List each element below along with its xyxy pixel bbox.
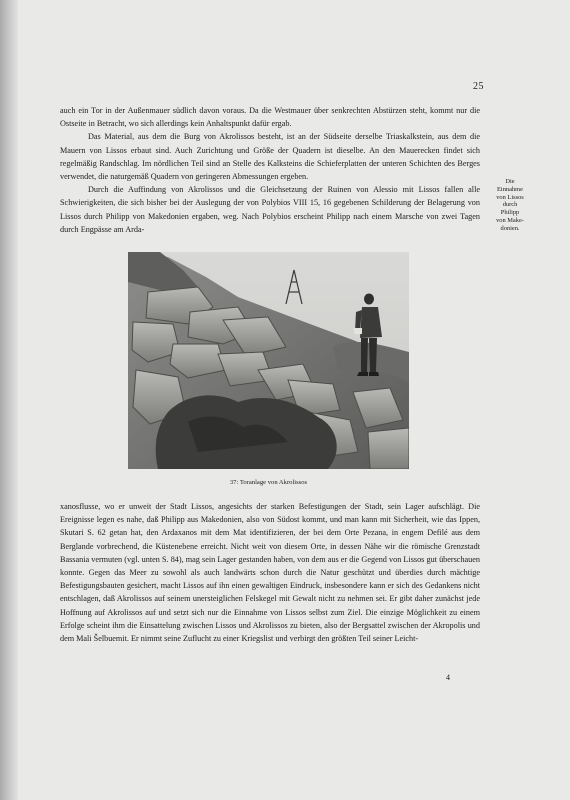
margin-note-line: Einnahme [497, 185, 523, 193]
margin-note-line: Die [505, 178, 515, 185]
margin-note [482, 178, 538, 233]
page-gutter-shadow [0, 0, 18, 800]
margin-note-line: von Make- [496, 216, 524, 224]
figure-photo [128, 252, 409, 469]
paragraph: auch ein Tor in der Außenmauer südlich davon voraus. Da die Westmauer über senkrechten Abstürzen steht, kommt nur die Ostseite in Betracht, wo sich allerdings kein Anhaltspunkt dafür ergab. [60, 106, 480, 129]
figure-caption: 37: Toranlage von Akrolissos [229, 479, 308, 486]
paragraph: xanosflusse, wo er unweit der Stadt Lissos, angesichts der starken Befestigungen der Stadt, sein Lager aufschlägt. Die Ereignisse legen es nahe, daß Philipp aus Makedonien, also von Südost kommt, und man kann mit Sicherheit, wie das Ippen, Skutari S. 62 getan hat, den Ardaxanos mit dem Mat identifizieren, der bei dem Orte Pezana, in engem Defilé aus dem Berglande vorbrechend, die Küstenebene erreicht. Nicht weit von diesem Orte, in dessen Nähe wir die römische Grenzstadt Bassania vermuten (vgl. unten S. 84), mag sein Lager gestanden haben, von dem aus er die Gegend von Lissos gut überschauen konnte. Gegen das Meer zu sowohl als auch landwärts schon durch die Natur geschützt und überdies durch mächtige Befestigungsbauten gesichert, macht Lissos auf ihn einen gewaltigen Eindruck, insbesondere kann er sich des Gedankens nicht entschlagen, daß Akrolissos auf seinem unersteiglichen Felskegel mit Gewalt nicht zu nehmen sei. Er gibt daher zunächst jede Hoffnung auf Akrolissos auf und setzt sich nur die Einnahme von Lissos selbst zum Ziel. Die einzige Möglichkeit zu einem Erfolge scheint ihm die Einsattelung zwischen Lissos und Akrolissos zu bieten, also der Bergsattel zwischen der Akropolis und dem Mali Šelbuemit. Er nimmt seine Zuflucht zu einer Kriegslist und verbirgt den größten Teil seiner Leicht- [60, 502, 480, 644]
paragraph: Durch die Auffindung von Akrolissos und die Gleichsetzung der Ruinen von Alessio mit Lissos fallen alle Schwierigkeiten, die sich bisher bei der Auslegung der von Polybios VIII 15, 16 gegebenen Schilderung der Belagerung von Lissos durch Philipp von Makedonien ergaben, weg. Nach Polybios erscheint Philipp nach einem Marsche von zwei Tagen durch Engpässe am Arda- [60, 185, 480, 234]
photo-illustration [128, 252, 409, 469]
top-text-block [60, 104, 480, 236]
paragraph: Das Material, aus dem die Burg von Akrolissos besteht, ist an der Südseite derselbe Triaskalkstein, aus dem die Mauern von Lissos erbaut sind. Auch Zurichtung und Größe der Quadern ist dieselbe. An den Mauerecken findet sich regelmäßig Randschlag. Im nördlichen Teil sind an Stelle des Kalksteins die Schieferplatten der unteren Schichten des Berges verwendet, die naturgemäß Quadern von geringeren Abmessungen ergeben. [60, 132, 480, 182]
bottom-text-block [60, 500, 480, 645]
page-number: 25 [473, 81, 484, 92]
margin-note-line: von Lissos [496, 193, 524, 201]
margin-note-line: donien. [500, 224, 520, 232]
margin-note-line: Philipp [500, 209, 520, 217]
margin-note-line: durch [502, 201, 518, 209]
signature-mark: 4 [446, 673, 450, 682]
